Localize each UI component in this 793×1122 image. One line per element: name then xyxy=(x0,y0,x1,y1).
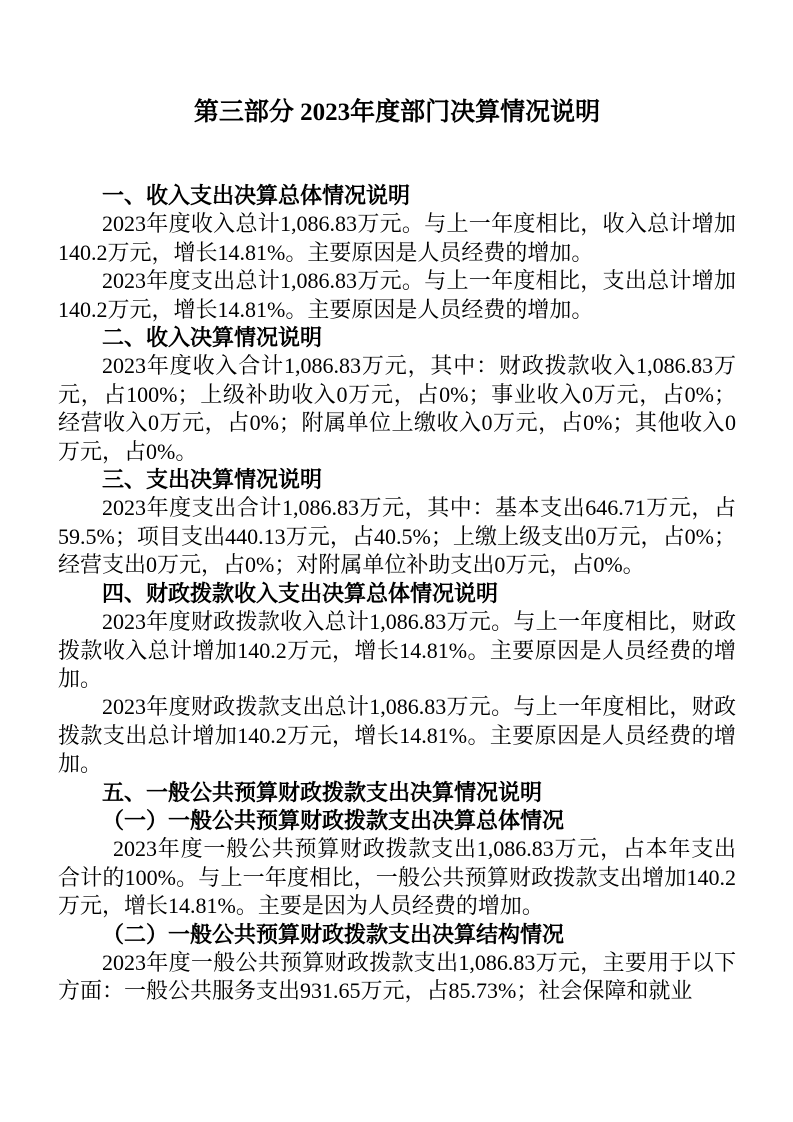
section-heading-general-public-budget: 五、一般公共预算财政拨款支出决算情况说明 xyxy=(102,779,543,805)
subsection-heading-budget-structure: （二）一般公共预算财政拨款支出决算结构情况 xyxy=(102,921,565,947)
document-title: 第三部分 2023年度部门决算情况说明 xyxy=(193,99,601,126)
subsection-heading-budget-overall: （一）一般公共预算财政拨款支出决算总体情况 xyxy=(102,807,565,833)
section-heading-fiscal-appropriation-overview: 四、财政拨款收入支出决算总体情况说明 xyxy=(102,580,499,606)
paragraph-fiscal-income: 2023年度财政拨款收入总计1,086.83万元。与上一年度相比，财政拨款收入总计增加140.2万元，增长14.81%。主要原因是人员经费的增加。 xyxy=(58,609,736,691)
paragraph-income-breakdown: 2023年度收入合计1,086.83万元，其中：财政拨款收入1,086.83万元，占100%；上级补助收入0万元，占0%；事业收入0万元，占0%；经营收入0万元，占0%；附属单位上缴收入0万元，占0%；其他收入0万元，占0%。 xyxy=(58,353,736,464)
paragraph-budget-structure: 2023年度一般公共预算财政拨款支出1,086.83万元，主要用于以下方面：一般公共服务支出931.65万元，占85.73%；社会保障和就业 xyxy=(58,949,736,1004)
paragraph-total-income: 2023年度收入总计1,086.83万元。与上一年度相比，收入总计增加140.2万元，增长14.81%。主要原因是人员经费的增加。 xyxy=(58,211,736,265)
section-heading-expenditure-details: 三、支出决算情况说明 xyxy=(102,467,323,493)
section-heading-income-details: 二、收入决算情况说明 xyxy=(102,325,323,351)
paragraph-total-expenditure: 2023年度支出总计1,086.83万元。与上一年度相比，支出总计增加140.2万元，增长14.81%。主要原因是人员经费的增加。 xyxy=(58,268,736,322)
paragraph-fiscal-expenditure: 2023年度财政拨款支出总计1,086.83万元。与上一年度相比，财政拨款支出总计增加140.2万元，增长14.81%。主要原因是人员经费的增加。 xyxy=(58,694,736,777)
section-heading-income-expenditure-overview: 一、收入支出决算总体情况说明 xyxy=(102,183,411,208)
paragraph-budget-overall: 2023年度一般公共预算财政拨款支出1,086.83万元，占本年支出合计的100%。与上一年度相比，一般公共预算财政拨款支出增加140.2万元，增长14.81%。主要是因为人员经费的增加。 xyxy=(58,836,736,919)
paragraph-expenditure-breakdown: 2023年度支出合计1,086.83万元，其中：基本支出646.71万元，占59.5%；项目支出440.13万元，占40.5%；上缴上级支出0万元，占0%；经营支出0万元，占0%；对附属单位补助支出0万元，占0%。 xyxy=(58,495,736,578)
